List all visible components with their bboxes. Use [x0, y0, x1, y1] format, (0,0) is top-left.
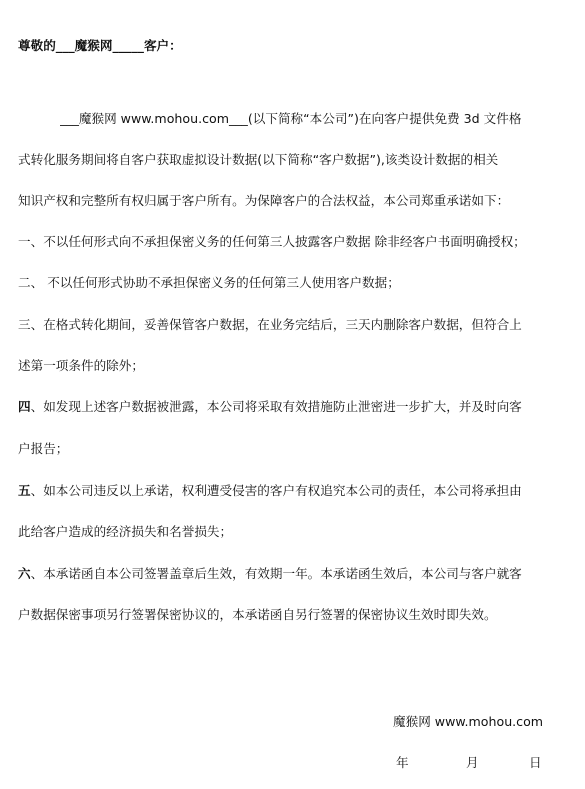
signature-year: 年 [396, 755, 409, 770]
intro-line-3: 知识产权和完整所有权归属于客户所有。为保障客户的合法权益，本公司郑重承诺如下： [18, 193, 510, 208]
intro-line-2: 式转化服务期间将自客户获取虚拟设计数据(以下简称“客户数据”),该类设计数据的相关 [18, 152, 499, 167]
commitment-item-6-line-1 [18, 565, 574, 583]
salutation: 尊敬的___魔猴网_____客户： [18, 38, 182, 53]
intro-line-1: ___魔猴网 www.mohou.com___(以下简称“本公司”)在向客户提供免费 3d 文件格 [60, 111, 522, 126]
commitment-item-3-line-2: 述第一项条件的除外； [18, 358, 144, 373]
commitment-item-5-line-1 [18, 482, 574, 500]
item-5-number: 五 [18, 483, 31, 498]
item-6-number: 六 [18, 566, 31, 581]
commitment-item-3-line-1: 三、在格式转化期间，妥善保管客户数据，在业务完结后，三天内删除客户数据，但符合上 [18, 317, 522, 332]
commitment-item-5-line-2: 此给客户造成的经济损失和名誉损失； [18, 524, 233, 539]
signature-month: 月 [466, 755, 479, 770]
commitment-item-4-line-2: 户报告； [18, 441, 69, 456]
item-4-number: 四 [18, 399, 31, 414]
item-4-text: 、如发现上述客户数据被泄露，本公司将采取有效措施防止泄密进一步扩大，并及时向客 [30, 399, 522, 414]
item-5-text: 、如本公司违反以上承诺，权利遭受侵害的客户有权追究本公司的责任，本公司将承担由 [30, 483, 522, 498]
commitment-item-2: 二、 不以任何形式协助不承担保密义务的任何第三人使用客户数据； [18, 275, 400, 290]
commitment-item-4-line-1 [18, 398, 574, 416]
item-6-text: 、本承诺函自本公司签署盖章后生效，有效期一年。本承诺函生效后，本公司与客户就客 [30, 566, 522, 581]
signature-company: 魔猴网 www.mohou.com [393, 714, 544, 729]
commitment-item-6-line-2: 户数据保密事项另行签署保密协议的，本承诺函自另行签署的保密协议生效时即失效。 [18, 607, 497, 622]
signature-day: 日 [529, 755, 542, 770]
commitment-item-1: 一、不以任何形式向不承担保密义务的任何第三人披露客户数据 除非经客户书面明确授权； [18, 234, 526, 249]
